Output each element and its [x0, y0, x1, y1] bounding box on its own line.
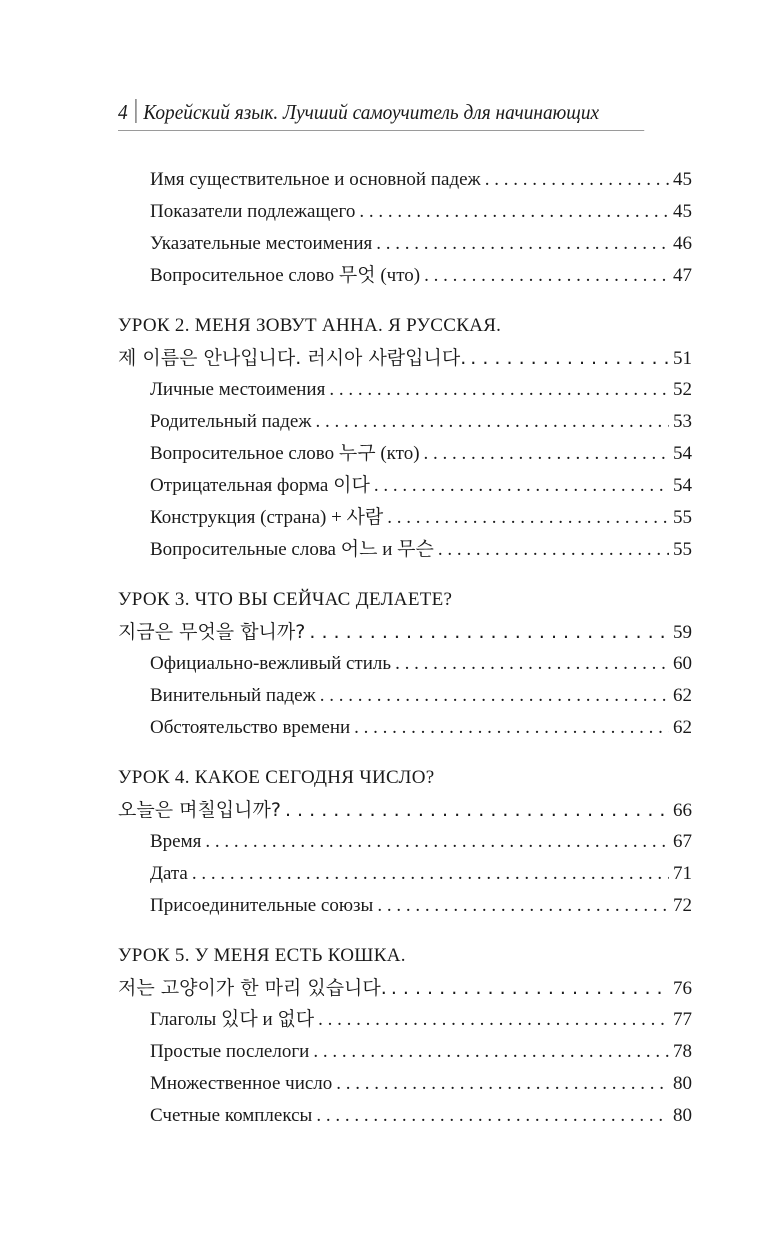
leader-dots [485, 164, 669, 196]
toc-entry[interactable] [118, 890, 692, 922]
lesson-title[interactable]: УРОК 3. ЧТО ВЫ СЕЙЧАС ДЕЛАЕТЕ? [118, 589, 453, 610]
lesson-korean-title: 제 이름은 안나입니다. 러시아 사람입니다. [118, 347, 467, 369]
toc-entry[interactable] [118, 196, 692, 228]
toc-entry[interactable] [118, 228, 692, 260]
lesson-korean-title: 지금은 무엇을 합니까? [118, 621, 306, 643]
toc-entry-page: 66 [673, 800, 692, 821]
toc-entry-page: 72 [673, 895, 692, 916]
toc-entry[interactable] [118, 164, 692, 196]
page-number: 4 [118, 100, 128, 124]
leader-dots [470, 342, 669, 374]
lesson-korean-entry[interactable] [118, 972, 692, 1004]
toc-entry[interactable] [118, 826, 692, 858]
toc-entry-label: Вопросительное слово 누구 (кто) [150, 443, 420, 464]
toc-entry[interactable] [118, 502, 692, 534]
toc-entry[interactable] [118, 1036, 692, 1068]
toc-entry-page: 76 [673, 978, 692, 999]
lesson-korean-title: 저는 고양이가 한 마리 있습니다. [118, 977, 387, 999]
toc-entry-label: Имя существительное и основной падеж [150, 169, 481, 190]
toc-entry-label: Множественное число [150, 1073, 333, 1094]
leader-dots [391, 972, 669, 1004]
toc-entry-label: Глаголы 있다 и 없다 [150, 1009, 315, 1030]
leader-dots [285, 794, 669, 826]
lesson-title[interactable]: УРОК 4. КАКОЕ СЕГОДНЯ ЧИСЛО? [118, 767, 435, 788]
leader-dots [316, 1100, 669, 1132]
leader-dots [320, 680, 669, 712]
toc-entry-label: Обстоятельство времени [150, 717, 351, 738]
leader-dots [315, 406, 669, 438]
toc-entry-label: Указательные местоимения [150, 233, 373, 254]
leader-dots [318, 1004, 669, 1036]
toc-entry-label: Конструкция (страна) + 사람 [150, 507, 384, 528]
leader-dots [313, 1036, 669, 1068]
toc-entry[interactable] [118, 438, 692, 470]
toc-entry-page: 62 [673, 685, 692, 706]
leader-dots [354, 712, 669, 744]
toc-entry-label: Дата [150, 863, 188, 884]
toc-entry[interactable] [118, 406, 692, 438]
lesson-korean-entry[interactable] [118, 342, 692, 374]
toc-entry-label: Счетные комплексы [150, 1105, 313, 1126]
toc-entry-page: 77 [673, 1009, 692, 1030]
leader-dots [387, 502, 669, 534]
toc-entry-page: 51 [673, 348, 692, 369]
book-title: Корейский язык. Лучший самоучитель для начинающих [143, 100, 600, 124]
toc-entry-label: Родительный падеж [150, 411, 312, 432]
toc-entry-label: Официально-вежливый стиль [150, 653, 392, 674]
toc-entry[interactable] [118, 260, 692, 292]
toc-entry-page: 45 [673, 201, 692, 222]
leader-dots [309, 616, 669, 648]
toc-entry[interactable] [118, 534, 692, 566]
leader-dots [424, 438, 669, 470]
table-of-contents [118, 164, 692, 1132]
header-divider [135, 99, 136, 123]
leader-dots [424, 260, 669, 292]
toc-entry[interactable] [118, 680, 692, 712]
leader-dots [374, 470, 669, 502]
toc-entry-page: 54 [673, 443, 692, 464]
leader-dots [336, 1068, 669, 1100]
lesson-korean-entry[interactable] [118, 616, 692, 648]
toc-entry-page: 80 [673, 1073, 692, 1094]
toc-entry-label: Винительный падеж [150, 685, 316, 706]
lesson-title[interactable]: УРОК 5. У МЕНЯ ЕСТЬ КОШКА. [118, 945, 406, 966]
toc-entry-label: Присоединительные союзы [150, 895, 374, 916]
toc-entry-page: 53 [673, 411, 692, 432]
toc-entry-label: Вопросительные слова 어느 и 무슨 [150, 539, 434, 560]
toc-entry-label: Вопросительное слово 무엇 (что) [150, 265, 421, 286]
leader-dots [192, 858, 669, 890]
toc-entry[interactable] [118, 1068, 692, 1100]
toc-entry-label: Время [150, 831, 202, 852]
toc-entry[interactable] [118, 470, 692, 502]
lesson-korean-title: 오늘은 며칠입니까? [118, 799, 281, 821]
leader-dots [329, 374, 669, 406]
leader-dots [377, 890, 669, 922]
toc-entry-page: 47 [673, 265, 692, 286]
toc-entry-page: 80 [673, 1105, 692, 1126]
running-header [118, 96, 644, 131]
leader-dots [359, 196, 669, 228]
leader-dots [376, 228, 669, 260]
toc-entry-label: Отрицательная форма 이다 [150, 475, 370, 496]
toc-entry-page: 55 [673, 539, 692, 560]
toc-entry-page: 62 [673, 717, 692, 738]
toc-entry-page: 46 [673, 233, 692, 254]
toc-entry[interactable] [118, 1100, 692, 1132]
toc-entry-page: 54 [673, 475, 692, 496]
toc-entry[interactable] [118, 648, 692, 680]
toc-entry-page: 71 [673, 863, 692, 884]
toc-entry-page: 60 [673, 653, 692, 674]
leader-dots [438, 534, 669, 566]
toc-entry-page: 52 [673, 379, 692, 400]
toc-entry[interactable] [118, 374, 692, 406]
toc-entry[interactable] [118, 858, 692, 890]
toc-entry[interactable] [118, 712, 692, 744]
toc-entry-label: Простые послелоги [150, 1041, 310, 1062]
toc-entry-page: 55 [673, 507, 692, 528]
toc-entry-page: 78 [673, 1041, 692, 1062]
lesson-korean-entry[interactable] [118, 794, 692, 826]
toc-entry-page: 67 [673, 831, 692, 852]
leader-dots [205, 826, 669, 858]
toc-entry-label: Показатели подлежащего [150, 201, 356, 222]
toc-entry-label: Личные местоимения [150, 379, 326, 400]
toc-entry-page: 59 [673, 622, 692, 643]
toc-entry-page: 45 [673, 169, 692, 190]
lesson-title[interactable]: УРОК 2. МЕНЯ ЗОВУТ АННА. Я РУССКАЯ. [118, 315, 502, 336]
toc-entry[interactable] [118, 1004, 692, 1036]
leader-dots [395, 648, 669, 680]
